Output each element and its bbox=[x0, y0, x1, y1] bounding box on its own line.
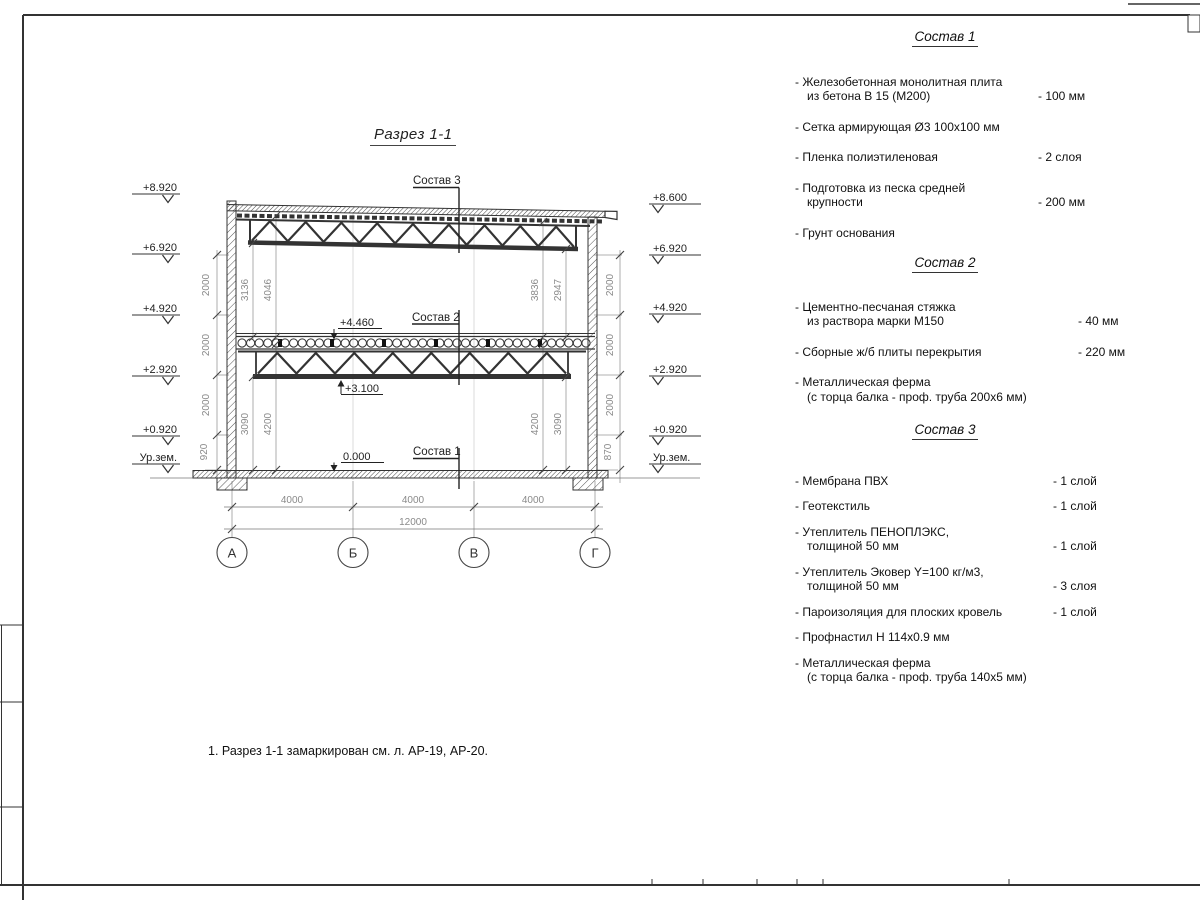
legend-item-text: - Пароизоляция для плоских кровель bbox=[795, 604, 1003, 619]
legend-item-text: толщиной 50 мм bbox=[807, 579, 899, 593]
dimension-label: 3836 bbox=[530, 278, 541, 302]
level-mark-label: 0.000 bbox=[343, 451, 371, 463]
legend-item-value: - 100 мм bbox=[1038, 89, 1086, 103]
elevation-label: +6.920 bbox=[143, 242, 177, 254]
legend-item bbox=[795, 630, 1098, 645]
dimension-label: 4200 bbox=[530, 412, 541, 436]
grid-axis-lines bbox=[353, 212, 474, 480]
legend-item-text: - Металлическая ферма bbox=[795, 655, 931, 670]
legend-item-text: толщиной 50 мм bbox=[807, 539, 899, 553]
footing-left bbox=[217, 478, 247, 490]
level-mark-label: +3.100 bbox=[345, 383, 379, 395]
legend-item-text: - Подготовка из песка средней bbox=[795, 180, 966, 195]
elevation-label: +8.920 bbox=[143, 182, 177, 194]
dimension-label: 2000 bbox=[201, 393, 212, 417]
legend-section-title: Состав 3 bbox=[795, 423, 1095, 440]
elevation-label: +4.920 bbox=[653, 302, 687, 314]
legend-section-title: Состав 1 bbox=[795, 30, 1095, 47]
dimension-label: 12000 bbox=[399, 517, 427, 528]
legend-item-value: - 3 слоя bbox=[1053, 579, 1097, 593]
building-structure bbox=[193, 188, 617, 491]
legend-section-title: Состав 2 bbox=[795, 256, 1095, 273]
dimension-label: 4000 bbox=[521, 495, 545, 506]
legend-item-text: - Утеплитель Эковер Y=100 кг/м3, bbox=[795, 564, 984, 579]
legend-item-value: - 2 слоя bbox=[1038, 150, 1082, 164]
legend-section-2 bbox=[795, 255, 1126, 420]
legend-item-text: - Сборные ж/б плиты перекрытия bbox=[795, 344, 982, 359]
elevation-label: +4.920 bbox=[143, 303, 177, 315]
legend-item bbox=[795, 474, 1098, 489]
axis-bubbles bbox=[217, 538, 610, 568]
dimension-label: 4000 bbox=[280, 495, 304, 506]
assembly-label-1: Состав 1 bbox=[413, 446, 461, 458]
legend-item bbox=[795, 75, 1095, 104]
legend-item bbox=[795, 499, 1098, 514]
legend-item-value: - 220 мм bbox=[1078, 344, 1126, 359]
legend-item-value: - 1 слой bbox=[1053, 604, 1097, 619]
axis-bubble-label: Г bbox=[591, 545, 599, 561]
legend-item-value: - 200 мм bbox=[1038, 195, 1086, 209]
legend-item bbox=[795, 565, 1098, 594]
legend-item bbox=[795, 525, 1098, 554]
dimension-label: 4046 bbox=[263, 278, 274, 302]
legend-item-text: - Железобетонная монолитная плита bbox=[795, 74, 1003, 89]
dimension-label: 4200 bbox=[263, 412, 274, 436]
legend-item-value: - 1 слой bbox=[1053, 539, 1097, 553]
legend-item bbox=[795, 150, 1095, 165]
legend-item-text: (с торца балка - проф. труба 140х5 мм) bbox=[807, 670, 1027, 684]
legend-item-text: - Металлическая ферма bbox=[795, 375, 931, 389]
dimension-label: 2000 bbox=[201, 273, 212, 297]
legend-section-3 bbox=[795, 423, 1098, 696]
axis-bubble-label: Б bbox=[348, 545, 358, 561]
dimension-label: 3136 bbox=[240, 278, 251, 302]
dimension-label: 870 bbox=[603, 443, 614, 461]
legend-item bbox=[795, 375, 1122, 404]
legend-item-text: - Профнастил Н 114х0.9 мм bbox=[795, 630, 950, 644]
ground-level-label: Ур.зем. bbox=[653, 452, 691, 464]
legend-item-text: крупности bbox=[807, 195, 863, 209]
elevation-label: +2.920 bbox=[143, 364, 177, 376]
legend-item-text: - Мембрана ПВХ bbox=[795, 473, 889, 488]
assembly-label-3: Состав 3 bbox=[413, 175, 461, 187]
legend-item-value: - 1 слой bbox=[1053, 473, 1097, 488]
legend-item-text: - Сетка армирующая Ø3 100х100 мм bbox=[795, 119, 1000, 134]
legend-item-text: из раствора марки М150 bbox=[807, 314, 944, 328]
legend-item-text: - Грунт основания bbox=[795, 225, 895, 240]
footing-right bbox=[573, 478, 603, 490]
legend-item bbox=[795, 181, 1095, 210]
axis-bubble-label: В bbox=[469, 545, 479, 561]
legend-item bbox=[795, 605, 1098, 620]
wall-left bbox=[227, 201, 236, 478]
dimension-label: 3090 bbox=[240, 412, 251, 436]
legend-item bbox=[795, 120, 1095, 135]
legend-item-value: - 40 мм bbox=[1078, 314, 1119, 328]
dimension-label: 2000 bbox=[605, 333, 616, 357]
legend-item bbox=[795, 300, 1122, 329]
elevation-label: +2.920 bbox=[653, 364, 687, 376]
level-mark-label: +4.460 bbox=[340, 317, 374, 329]
wall-right bbox=[588, 217, 597, 478]
dimension-label: 2947 bbox=[553, 278, 564, 302]
dimension-label: 4000 bbox=[401, 495, 425, 506]
legend-item-text: (с торца балка - проф. труба 200х6 мм) bbox=[807, 389, 1027, 404]
drawing-title: Разрез 1-1 bbox=[370, 126, 456, 146]
dimension-label: 3090 bbox=[553, 412, 564, 436]
axis-bubble-label: А bbox=[227, 545, 237, 561]
elevation-label: +8.600 bbox=[653, 192, 687, 204]
legend-item bbox=[795, 344, 1126, 360]
elevation-label: +0.920 bbox=[143, 424, 177, 436]
legend-item bbox=[795, 656, 1098, 685]
dimension-label: 2000 bbox=[605, 273, 616, 297]
ground-slab bbox=[193, 471, 608, 491]
ground-level-label: Ур.зем. bbox=[139, 452, 177, 464]
assembly-label-2: Состав 2 bbox=[412, 312, 460, 324]
legend-item bbox=[795, 226, 1095, 241]
legend-item-value: - 1 слой bbox=[1053, 499, 1097, 513]
leader-lines bbox=[412, 188, 459, 490]
elevation-label: +0.920 bbox=[653, 424, 687, 436]
dimension-label: 2000 bbox=[201, 333, 212, 357]
legend-section-1 bbox=[795, 30, 1095, 256]
legend-item-text: - Цементно-песчаная стяжка bbox=[795, 299, 956, 314]
roof-assembly bbox=[227, 205, 617, 250]
floor-assembly bbox=[236, 334, 595, 377]
legend-item-text: - Пленка полиэтиленовая bbox=[795, 150, 938, 164]
dimension-label: 920 bbox=[199, 443, 210, 461]
legend-item-text: - Утеплитель ПЕНОПЛЭКС, bbox=[795, 524, 950, 539]
legend-item-text: - Геотекстиль bbox=[795, 499, 870, 513]
elevation-label: +6.920 bbox=[653, 243, 687, 255]
drawing-note: 1. Разрез 1-1 замаркирован см. л. АР-19, АР-20. bbox=[208, 744, 489, 758]
dimension-label: 2000 bbox=[605, 393, 616, 417]
legend-item-text: из бетона В 15 (М200) bbox=[807, 89, 931, 103]
